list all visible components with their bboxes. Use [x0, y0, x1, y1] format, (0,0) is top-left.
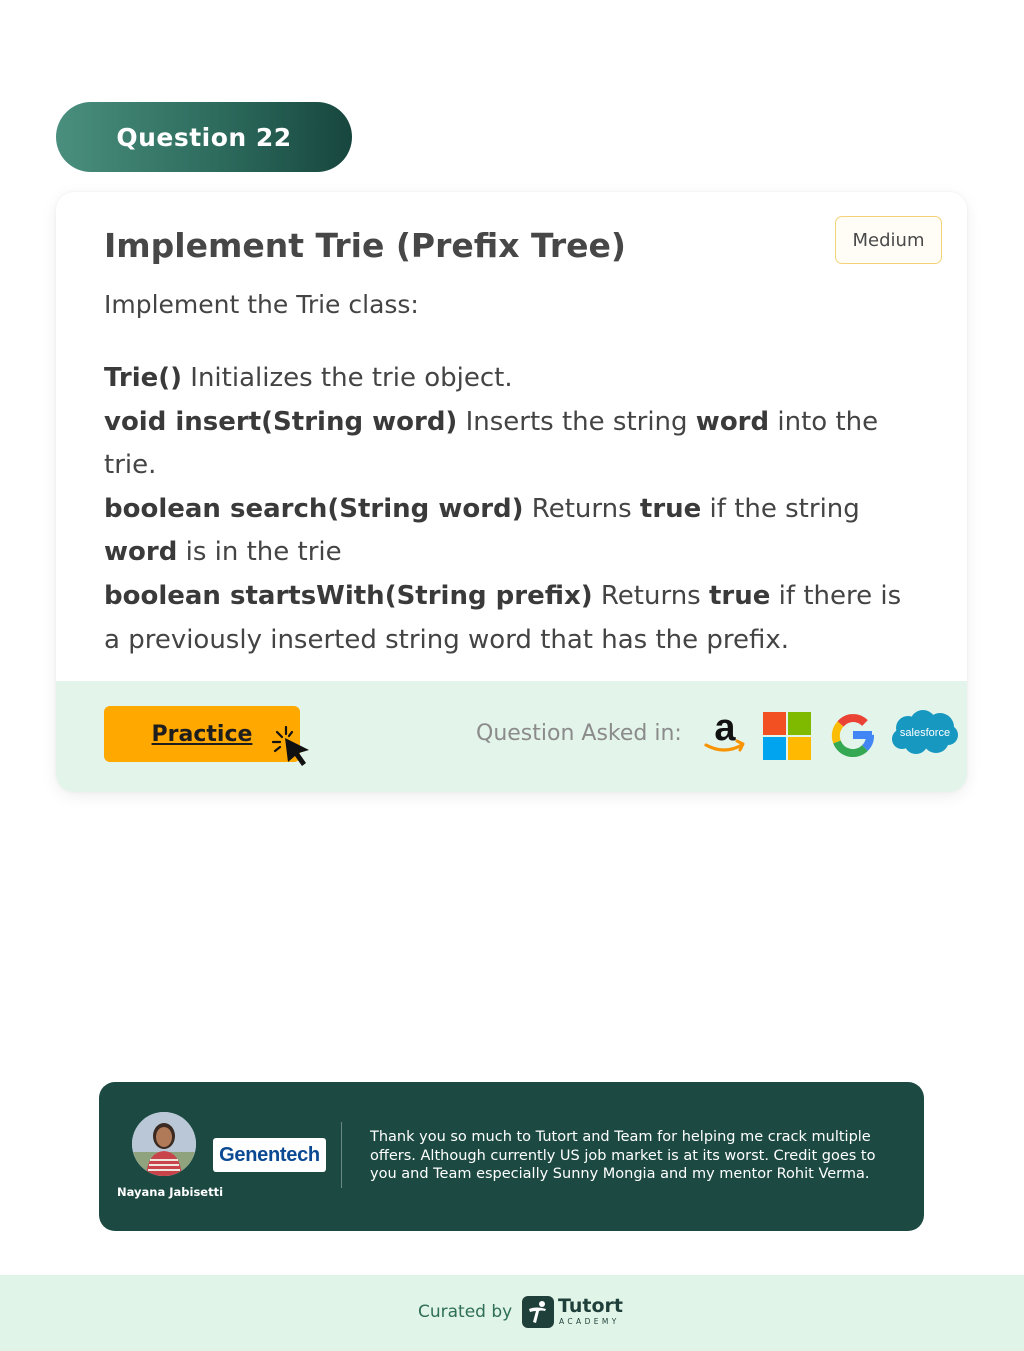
- keyword: true: [709, 580, 771, 611]
- description-line: boolean search(String word) Returns true if the string word is in the trie: [104, 493, 860, 568]
- practice-button-label: Practice: [151, 721, 253, 747]
- question-number-label: Question 22: [116, 122, 292, 152]
- method-signature: Trie(): [104, 363, 183, 393]
- question-card: [56, 192, 967, 792]
- question-intro: Implement the Trie class:: [104, 290, 419, 319]
- brand-name: Tutort: [558, 1295, 623, 1317]
- salesforce-logo-text: salesforce: [899, 727, 951, 739]
- difficulty-label: Medium: [852, 229, 925, 251]
- person-photo-icon: [132, 1112, 196, 1176]
- keyword: true: [639, 493, 702, 524]
- card-footer: [56, 681, 967, 792]
- question-number-pill: [56, 102, 352, 172]
- curated-by-label: Curated by: [418, 1302, 513, 1322]
- svg-text:a: a: [714, 707, 736, 749]
- keyword: word: [104, 537, 178, 568]
- company-name: Genentech: [219, 1143, 320, 1166]
- keyword: word: [695, 406, 770, 437]
- practice-button[interactable]: [104, 706, 300, 762]
- brand-subtitle: ACADEMY: [559, 1317, 620, 1326]
- description-line: boolean startsWith(String prefix) Returns true if there is a previously inserted string word that has the prefix.: [104, 580, 902, 655]
- testimonial-banner: [99, 1082, 924, 1231]
- question-description: [104, 357, 924, 662]
- cursor-click-icon: [272, 726, 316, 768]
- difficulty-badge: [835, 216, 942, 264]
- footer-bar: [0, 1275, 1024, 1351]
- description-line: void insert(String word) Inserts the string word into the trie.: [104, 406, 879, 481]
- method-signature: boolean startsWith(String prefix): [104, 580, 593, 611]
- divider: [341, 1122, 342, 1188]
- tutort-logo-icon: [522, 1296, 554, 1328]
- salesforce-logo-icon: [890, 708, 960, 758]
- company-badge: [213, 1138, 326, 1172]
- description-line: Trie() Initializes the trie object.: [104, 363, 513, 393]
- asked-in-label: Question Asked in:: [476, 721, 682, 746]
- microsoft-logo-icon: [763, 712, 811, 760]
- avatar: [132, 1112, 196, 1176]
- testimonial-quote: Thank you so much to Tutort and Team for helping me crack multiple offers. Although currently US job market is at its worst. Credit goes to you and Team especially Sunny Mongia and my mentor Rohit Verma.: [370, 1129, 876, 1182]
- google-logo-icon: [830, 712, 876, 758]
- method-signature: boolean search(String word): [104, 493, 524, 524]
- amazon-logo-icon: [702, 707, 748, 759]
- person-name: Nayana Jabisetti: [117, 1185, 224, 1199]
- question-title: Implement Trie (Prefix Tree): [104, 226, 627, 265]
- method-signature: void insert(String word): [104, 406, 458, 437]
